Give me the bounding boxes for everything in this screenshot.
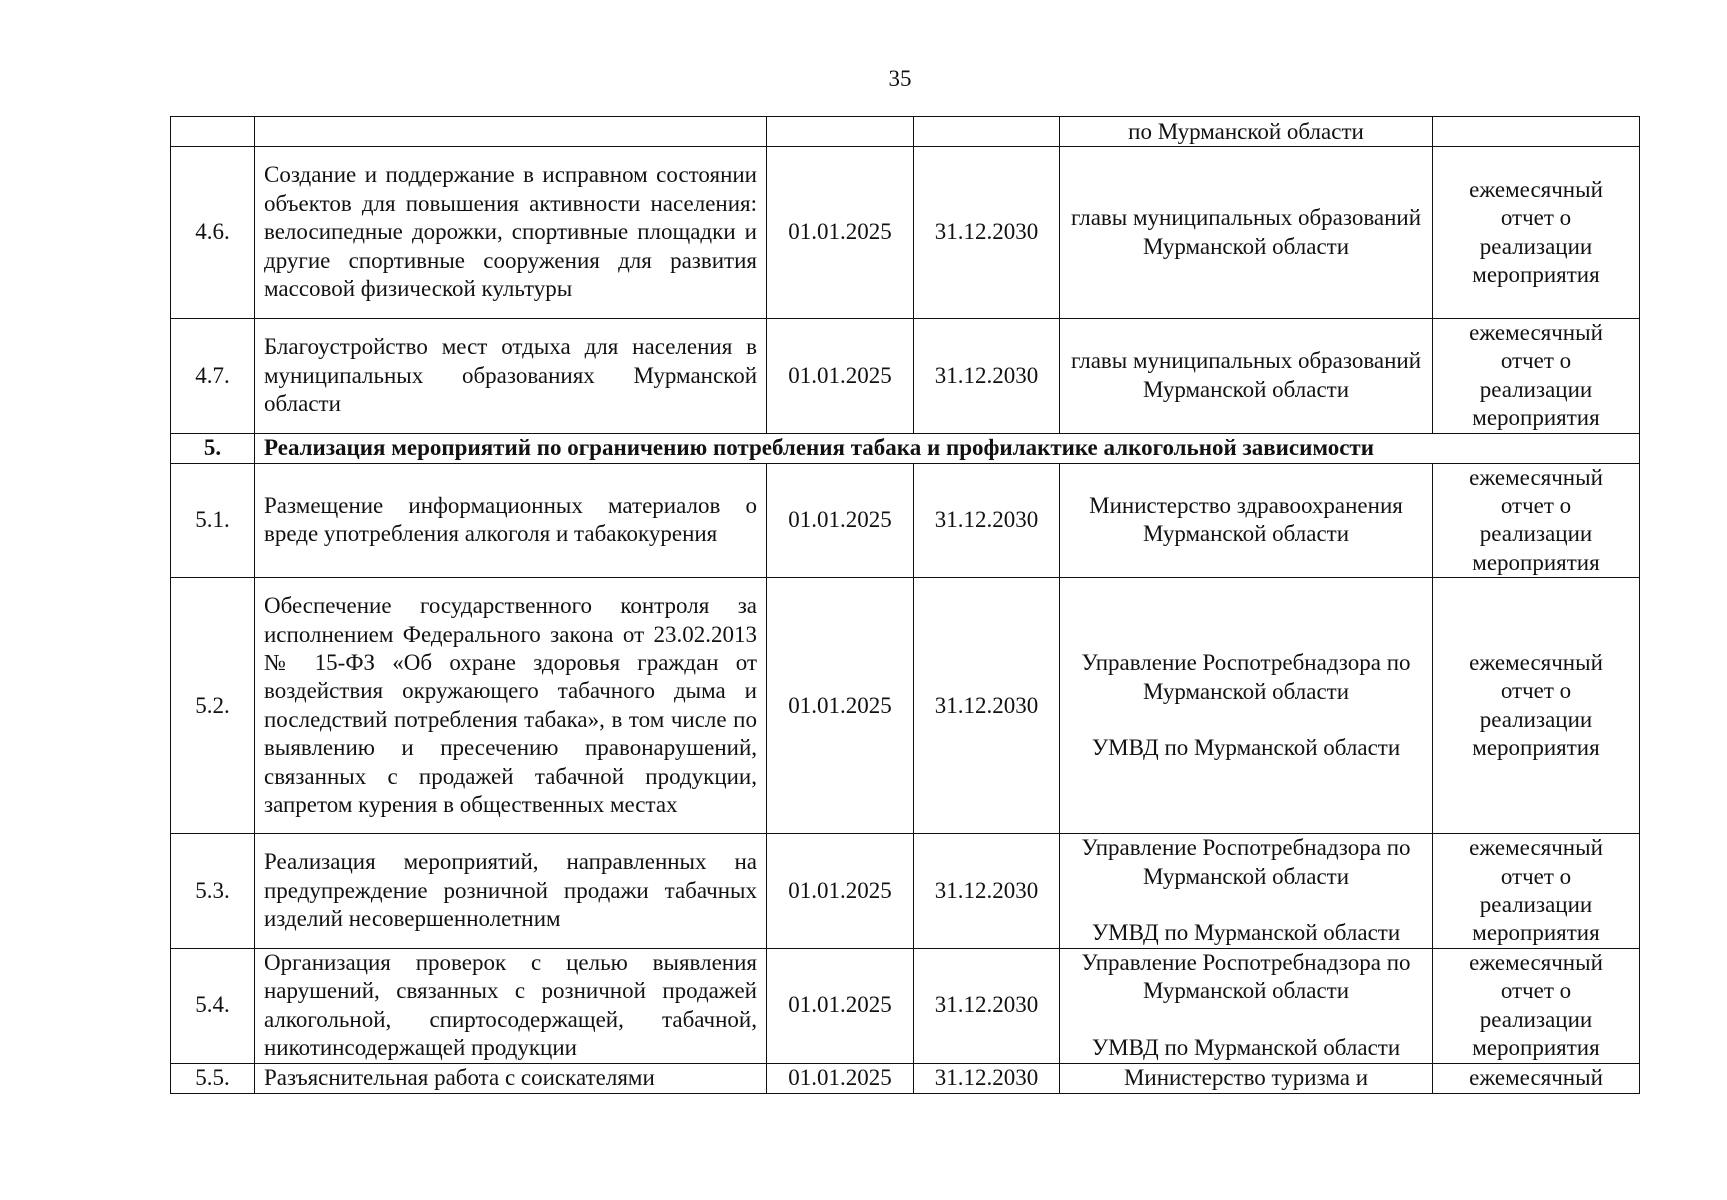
executor-cell (1060, 319, 1433, 434)
executor-cell (1060, 834, 1433, 949)
end-date: 31.12.2030 (914, 319, 1060, 434)
table-row (171, 463, 1640, 578)
end-date: 31.12.2030 (914, 578, 1060, 834)
row-number: 4.6. (171, 147, 255, 319)
executor-name: Управление Роспотребнадзора по Мурманской области (1081, 950, 1411, 1004)
measure-description: Разъяснительная работа с соискателями (255, 1063, 767, 1093)
executor-name: Министерство туризма и (1123, 1064, 1369, 1090)
continuation-row (171, 117, 1640, 147)
start-date: 01.01.2025 (767, 948, 914, 1063)
executor-name: Министерство здравоохранения Мурманской области (1089, 493, 1403, 547)
executor-name: УМВД по Мурманской области (1091, 920, 1401, 946)
row-number: 5.4. (171, 948, 255, 1063)
row-number: 4.7. (171, 319, 255, 434)
measures-table (170, 116, 1640, 1094)
start-date: 01.01.2025 (767, 463, 914, 578)
report-form: ежемесячный отчет о реализации мероприятия (1433, 834, 1640, 949)
row-number: 5.3. (171, 834, 255, 949)
table-row (171, 1063, 1640, 1093)
measure-description: Реализация мероприятий, направленных на предупреждение розничной продажи табачных изделий несовершеннолетним (255, 834, 767, 949)
measure-description: Обеспечение государственного контроля за исполнением Федерального закона от 23.02.2013 № 15-ФЗ «Об охране здоровья граждан от воздействия окружающего табачного дыма и последствий потребления табака», в том числе по выявлению и пресечению правонарушений, связанных с продажей табачной продукции, запретом курения в общественных местах (255, 578, 767, 834)
executor-cell (1060, 463, 1433, 578)
executor-name: УМВД по Мурманской области (1091, 1034, 1401, 1060)
executor-name: УМВД по Мурманской области (1091, 734, 1401, 760)
section-row (171, 433, 1640, 463)
measure-description: Создание и поддержание в исправном состоянии объектов для повышения активности населения: велосипедные дорожки, спортивные площадки и другие спортивные сооружения для развития массовой физической культуры (255, 147, 767, 319)
report-form: ежемесячный отчет о реализации мероприятия (1433, 319, 1640, 434)
end-date: 31.12.2030 (914, 948, 1060, 1063)
end-date: 31.12.2030 (914, 147, 1060, 319)
report-form: ежемесячный отчет о реализации мероприятия (1433, 948, 1640, 1063)
measure-description: Благоустройство мест отдыха для населения в муниципальных образованиях Мурманской области (255, 319, 767, 434)
start-date: 01.01.2025 (767, 319, 914, 434)
table-row (171, 319, 1640, 434)
report-form: ежемесячный отчет о реализации мероприятия (1433, 463, 1640, 578)
start-date: 01.01.2025 (767, 147, 914, 319)
section-title: Реализация мероприятий по ограничению потребления табака и профилактике алкогольной зависимости (255, 433, 1640, 463)
table-row (171, 147, 1640, 319)
executor-name: главы муниципальных образований Мурманской области (1070, 205, 1422, 259)
table-row (171, 948, 1640, 1063)
table-row (171, 834, 1640, 949)
executor-name: Управление Роспотребнадзора по Мурманской области (1081, 650, 1411, 704)
table-row (171, 578, 1640, 834)
start-date: 01.01.2025 (767, 1063, 914, 1093)
measure-description: Размещение информационных материалов о вреде употребления алкоголя и табакокурения (255, 463, 767, 578)
end-date: 31.12.2030 (914, 834, 1060, 949)
section-number: 5. (171, 433, 255, 463)
executor-cell (1060, 147, 1433, 319)
executor-name: главы муниципальных образований Мурманской области (1070, 348, 1422, 402)
start-date: 01.01.2025 (767, 578, 914, 834)
executor-cell (1060, 1063, 1433, 1093)
start-date: 01.01.2025 (767, 834, 914, 949)
row-number: 5.5. (171, 1063, 255, 1093)
executor-name: Управление Роспотребнадзора по Мурманской области (1081, 835, 1411, 889)
executor-cell (1060, 578, 1433, 834)
page-number: 35 (888, 66, 912, 91)
executor-cell: по Мурманской области (1060, 117, 1433, 147)
executor-cell (1060, 948, 1433, 1063)
row-number: 5.1. (171, 463, 255, 578)
end-date: 31.12.2030 (914, 463, 1060, 578)
row-number: 5.2. (171, 578, 255, 834)
report-form: ежемесячный отчет о реализации мероприятия (1433, 147, 1640, 319)
report-form: ежемесячный (1433, 1063, 1640, 1093)
end-date: 31.12.2030 (914, 1063, 1060, 1093)
measure-description: Организация проверок с целью выявления нарушений, связанных с розничной продажей алкогольной, спиртосодержащей, табачной, никотинсодержащей продукции (255, 948, 767, 1063)
report-form: ежемесячный отчет о реализации мероприятия (1433, 578, 1640, 834)
